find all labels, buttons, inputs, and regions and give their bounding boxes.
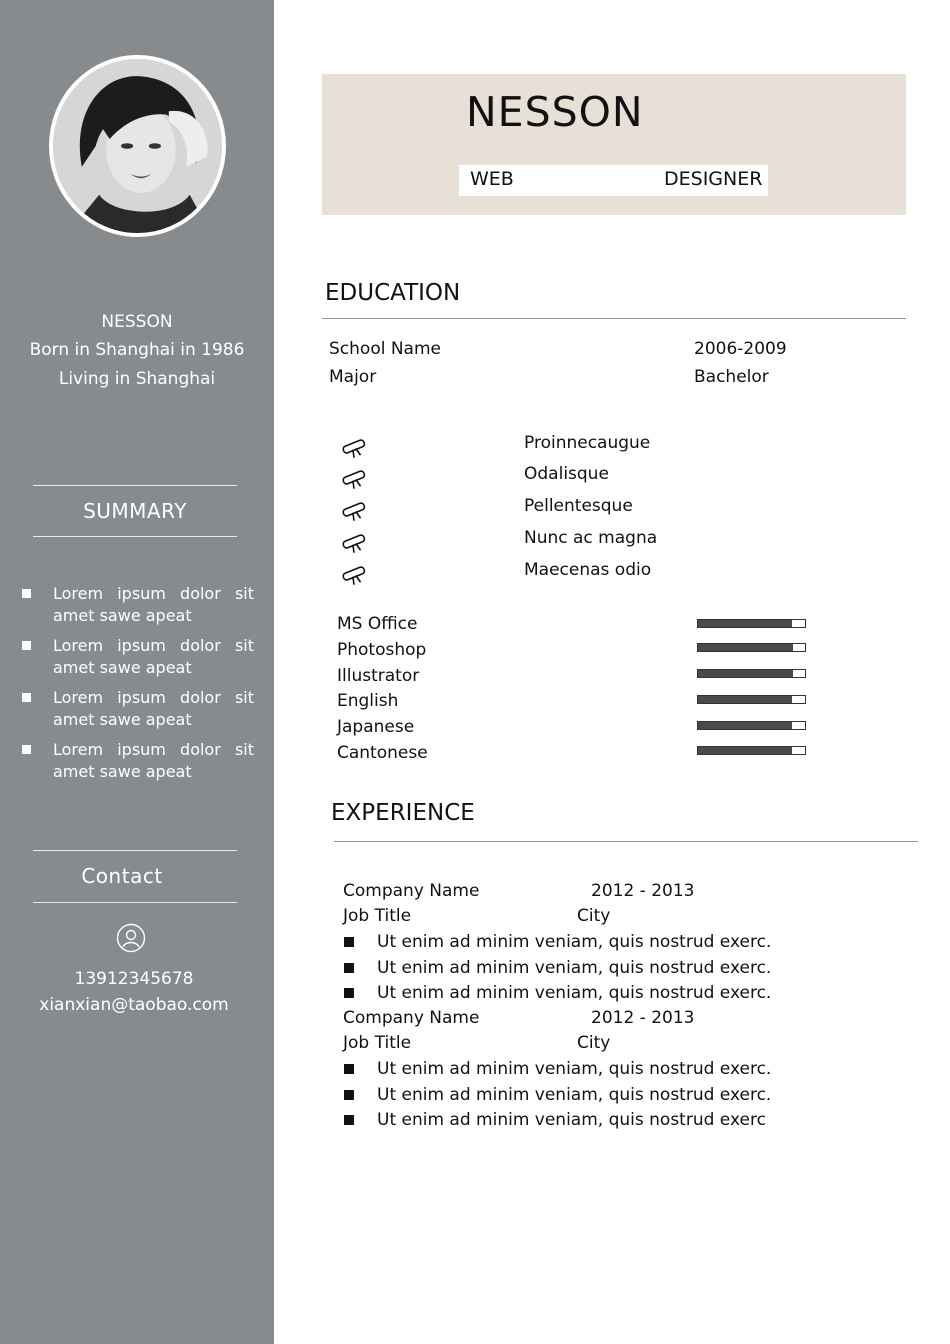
job-duty: Ut enim ad minim veniam, quis nostrud exerc. (377, 932, 772, 952)
education-heading: EDUCATION (325, 280, 461, 306)
bullet-square-icon (22, 745, 31, 754)
skill-name: Illustrator (337, 666, 420, 686)
skill-bar-fill (698, 747, 792, 754)
job-company: Company Name (343, 1008, 480, 1028)
bullet-square-icon (22, 693, 31, 702)
job-duty: Ut enim ad minim veniam, quis nostrud exerc. (377, 958, 772, 978)
diploma-icon (339, 531, 369, 553)
summary-bottom-divider (33, 536, 237, 537)
profile-born: Born in Shanghai in 1986 (29, 340, 245, 360)
diploma-icon (339, 467, 369, 489)
portrait-photo (53, 59, 222, 233)
contact-phone: 13912345678 (74, 969, 194, 989)
skill-name: Cantonese (337, 743, 428, 763)
skill-bar (697, 619, 806, 628)
title-right: DESIGNER (664, 168, 763, 190)
bullet-square-icon (344, 963, 354, 973)
job-duty: Ut enim ad minim veniam, quis nostrud exerc (377, 1110, 766, 1130)
skill-bar-fill (698, 644, 793, 651)
skill-name: Photoshop (337, 640, 427, 660)
contact-top-divider (33, 850, 237, 851)
certificate-label: Proinnecaugue (524, 433, 651, 453)
job-company: Company Name (343, 881, 480, 901)
education-divider (322, 318, 906, 319)
job-years: 2012 - 2013 (591, 881, 695, 901)
skill-bar (697, 695, 806, 704)
diploma-icon (339, 499, 369, 521)
contact-email: xianxian@taobao.com (39, 995, 229, 1015)
sidebar (0, 0, 274, 1344)
avatar (49, 55, 226, 237)
skill-bar-fill (698, 722, 792, 729)
bullet-square-icon (344, 937, 354, 947)
user-icon (116, 923, 146, 953)
summary-item (20, 687, 256, 739)
skill-bar-fill (698, 620, 792, 627)
summary-item-text: Lorem ipsum dolor sit amet sawe apeat (53, 740, 254, 781)
summary-top-divider (33, 485, 237, 486)
skill-name: Japanese (337, 717, 415, 737)
degree: Bachelor (694, 367, 769, 387)
job-city: City (577, 1033, 611, 1053)
job-title: Job Title (343, 906, 412, 926)
profile-name: NESSON (101, 312, 173, 332)
summary-item (20, 635, 256, 687)
major: Major (329, 367, 377, 387)
certificate-label: Maecenas odio (524, 560, 652, 580)
bullet-square-icon (22, 589, 31, 598)
summary-item-text: Lorem ipsum dolor sit amet sawe apeat (53, 688, 254, 729)
title-left: WEB (470, 168, 514, 190)
job-city: City (577, 906, 611, 926)
contact-bottom-divider (33, 902, 237, 903)
skill-bar-fill (698, 696, 792, 703)
skill-bar (697, 746, 806, 755)
summary-item (20, 739, 256, 791)
job-title: Job Title (343, 1033, 412, 1053)
bullet-square-icon (22, 641, 31, 650)
profile-living: Living in Shanghai (58, 369, 216, 389)
job-duty: Ut enim ad minim veniam, quis nostrud exerc. (377, 1085, 772, 1105)
bullet-square-icon (344, 1115, 354, 1125)
skill-name: MS Office (337, 614, 418, 634)
skill-bar (697, 721, 806, 730)
summary-item-text: Lorem ipsum dolor sit amet sawe apeat (53, 584, 254, 625)
job-duty: Ut enim ad minim veniam, quis nostrud exerc. (377, 983, 772, 1003)
bullet-square-icon (344, 988, 354, 998)
header-name: NESSON (466, 88, 644, 136)
job-duty: Ut enim ad minim veniam, quis nostrud exerc. (377, 1059, 772, 1079)
skill-bar (697, 669, 806, 678)
summary-item (20, 583, 256, 635)
experience-divider (334, 841, 918, 842)
education-years: 2006-2009 (694, 339, 787, 359)
summary-item-text: Lorem ipsum dolor sit amet sawe apeat (53, 636, 254, 677)
summary-heading: SUMMARY (83, 499, 187, 523)
certificate-label: Pellentesque (524, 496, 633, 516)
experience-heading: EXPERIENCE (331, 800, 475, 826)
diploma-icon (339, 563, 369, 585)
bullet-square-icon (344, 1090, 354, 1100)
school-name: School Name (329, 339, 441, 359)
skill-name: English (337, 691, 399, 711)
summary-list (20, 583, 256, 791)
job-years: 2012 - 2013 (591, 1008, 695, 1028)
contact-heading: Contact (81, 864, 163, 888)
skill-bar (697, 643, 806, 652)
certificate-label: Odalisque (524, 464, 609, 484)
diploma-icon (339, 436, 369, 458)
bullet-square-icon (344, 1064, 354, 1074)
certificate-label: Nunc ac magna (524, 528, 658, 548)
skill-bar-fill (698, 670, 793, 677)
